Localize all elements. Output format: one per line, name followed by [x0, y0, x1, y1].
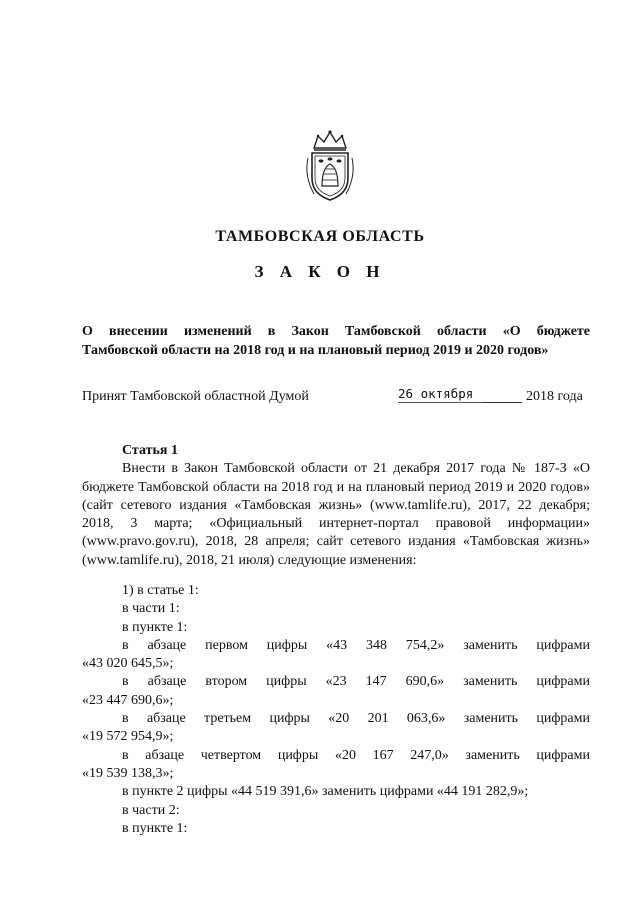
list-item-continuation: «23 447 690,6»; — [82, 692, 174, 708]
list-item: в пункте 1: — [122, 619, 188, 635]
amendments-list — [82, 582, 590, 838]
list-item: 1) в статье 1: — [122, 583, 199, 598]
list-item: в абзаце четвертом цифры «20 167 247,0» заменить цифрами — [122, 747, 590, 763]
law-subject — [82, 322, 590, 360]
adoption-date-handwritten: 26 октября — [398, 386, 474, 401]
adoption-line — [82, 386, 590, 409]
list-item: в абзаце третьем цифры «20 201 063,6» заменить цифрами — [122, 711, 590, 727]
date-blank-line — [482, 402, 522, 403]
coat-of-arms-icon — [300, 128, 360, 204]
list-item: в части 1: — [122, 601, 180, 617]
list-item: в части 2: — [122, 802, 180, 818]
list-item-continuation: «19 539 138,3»; — [82, 765, 174, 781]
adoption-year: 2018 года — [526, 389, 583, 404]
article-heading: Статья 1 — [122, 443, 178, 458]
document-type: З А К О Н — [254, 262, 386, 281]
date-underline — [398, 402, 482, 403]
list-item: в пункте 2 цифры «44 519 391,6» заменить цифрами «44 191 282,9»; — [122, 784, 529, 800]
list-item: в абзаце первом цифры «43 348 754,2» заменить цифрами — [122, 637, 590, 653]
list-item: в пункте 1: — [122, 820, 188, 836]
region-title: ТАМБОВСКАЯ ОБЛАСТЬ — [215, 228, 425, 245]
article-paragraph: Внести в Закон Тамбовской области от 21 декабря 2017 года № 187-З «О бюджете Тамбовской области на 2018 год и на плановый период 2019 и 2020 годов» (сайт сетевого издания «Тамбовская жизнь» (www.tamlife.ru), 2017, 22 декабря; 2018, 3 марта; «Официальный интернет-портал правовой информации» (www.pravo.gov.ru), 2018, 28 апреля; сайт сетевого издания «Тамбовская жизнь» (www.tamlife.ru), 2018, 21 июля) следующие изменения: — [82, 461, 590, 568]
subject-line-1: О внесении изменений в Закон Тамбовской области «О бюджете — [82, 324, 590, 339]
list-item-continuation: «43 020 645,5»; — [82, 656, 174, 672]
article-1 — [82, 442, 590, 570]
adoption-text: Принят Тамбовской областной Думой — [82, 389, 309, 404]
subject-line-2: Тамбовской области на 2018 год и на плановый период 2019 и 2020 годов» — [82, 343, 549, 358]
list-item: в абзаце втором цифры «23 147 690,6» заменить цифрами — [122, 674, 590, 690]
list-item-continuation: «19 572 954,9»; — [82, 729, 174, 745]
